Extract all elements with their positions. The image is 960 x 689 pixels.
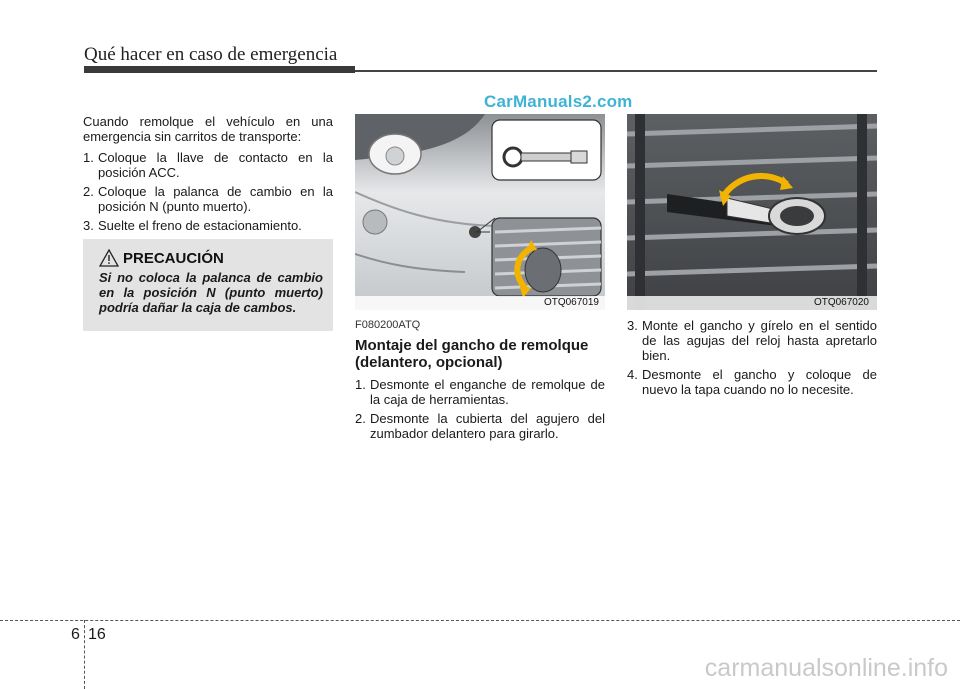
step-text: Monte el gancho y gírelo en el sentido de las agujas del reloj hasta apretarlo bien. [642, 318, 877, 363]
header-bar [84, 66, 355, 73]
warning-triangle-icon [99, 249, 119, 267]
step-text: Suelte el freno de estacionamiento. [98, 218, 302, 233]
section-code: F080200ATQ [355, 319, 421, 331]
step-item [355, 411, 605, 441]
step-text: Coloque la llave de contacto en la posición ACC. [98, 150, 333, 180]
intro-text: Cuando remolque el vehículo en una emergencia sin carritos de transporte: [83, 114, 333, 144]
step-number: 1. [355, 377, 366, 392]
step-item [83, 218, 333, 233]
section-title: Montaje del gancho de remolque (delantero, opcional) [355, 337, 589, 371]
middle-column [355, 318, 605, 445]
step-item [355, 377, 605, 407]
step-text: Coloque la palanca de cambio en la posición N (punto muerto). [98, 184, 333, 214]
watermark-top[interactable]: CarManuals2.com [484, 92, 633, 111]
step-number: 3. [627, 318, 638, 333]
step-number: 2. [83, 184, 94, 199]
figure-caption: OTQ067019 [543, 297, 599, 308]
figure-tow-hook-installed [627, 114, 877, 310]
left-column [83, 114, 333, 237]
chapter-number: 6 [71, 626, 80, 643]
caution-box [83, 239, 333, 331]
figure-front-bumper [355, 114, 605, 310]
header-rule [355, 70, 877, 72]
step-text: Desmonte la cubierta del agujero del zumbador delantero para girarlo. [370, 411, 605, 441]
step-item [627, 367, 877, 397]
step-text: Desmonte el enganche de remolque de la caja de herramientas. [370, 377, 605, 407]
footer-divider [84, 620, 85, 689]
page-header-title: Qué hacer en caso de emergencia [84, 44, 338, 65]
step-number: 4. [627, 367, 638, 382]
page-number: 16 [88, 626, 106, 643]
figure-caption: OTQ067020 [813, 297, 869, 308]
step-number: 1. [83, 150, 94, 165]
right-column [627, 318, 877, 401]
step-item [83, 150, 333, 180]
step-item [83, 184, 333, 214]
caution-title: PRECAUCIÓN [123, 249, 224, 267]
caution-header [99, 247, 224, 269]
step-number: 2. [355, 411, 366, 426]
step-number: 3. [83, 218, 94, 233]
caution-text: Si no coloca la palanca de cambio en la posición N (punto muerto) podría dañar la caja de cambos. [99, 270, 323, 315]
watermark-bottom[interactable]: carmanualsonline.info [704, 654, 948, 682]
footer-rule [0, 620, 960, 621]
step-item [627, 318, 877, 363]
step-text: Desmonte el gancho y coloque de nuevo la tapa cuando no lo necesite. [642, 367, 877, 397]
